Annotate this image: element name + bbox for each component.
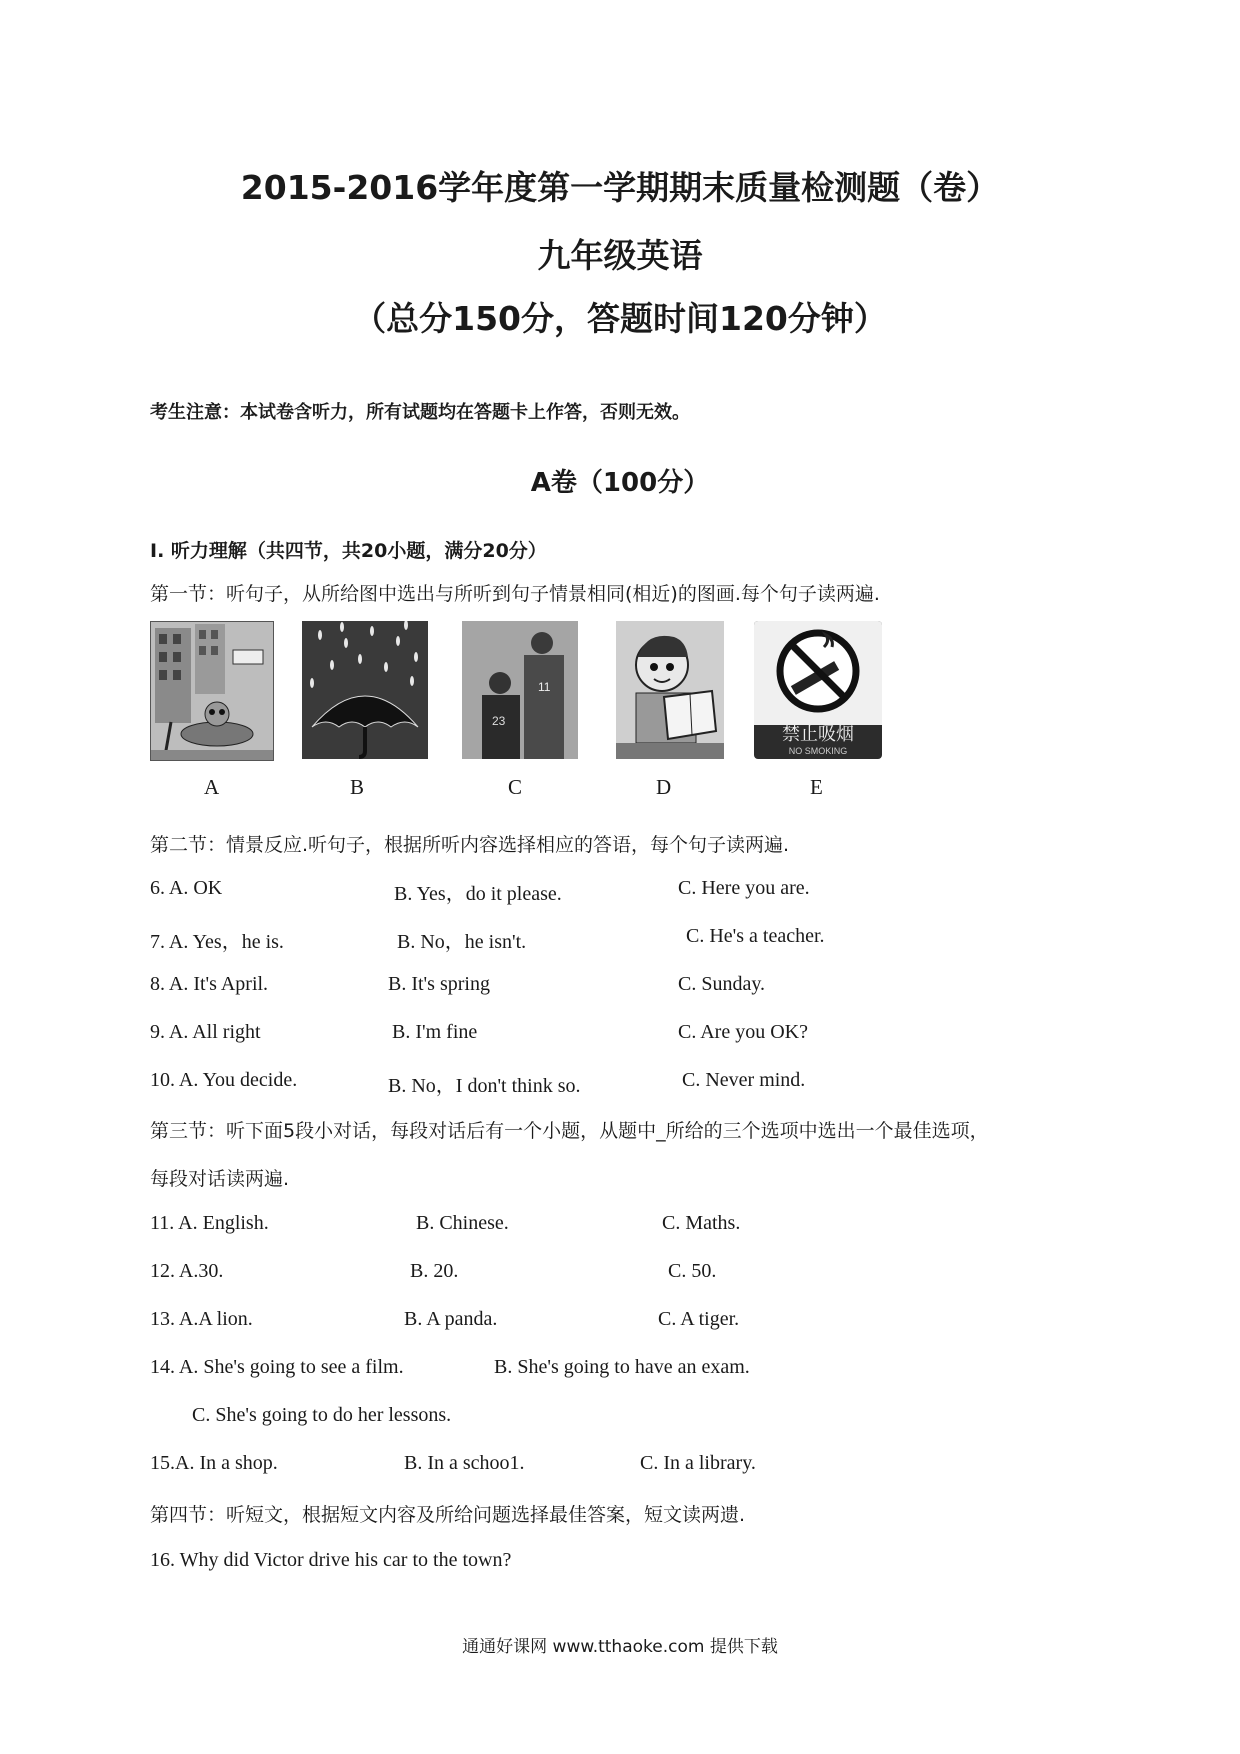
- s2-instruction: 第二节：情景反应.听句子，根据所听内容选择相应的答语，每个句子读两遍.: [150, 834, 790, 856]
- q12-option-b: B. 20.: [410, 1260, 459, 1282]
- q13-option-b: B. A panda.: [404, 1308, 498, 1330]
- q7-option-a: 7. A. Yes，he is.: [150, 931, 284, 953]
- q9-option-c: C. Are you OK?: [678, 1021, 808, 1043]
- q8-option-b: B. It's spring: [388, 973, 490, 995]
- q10-option-a: 10. A. You decide.: [150, 1069, 298, 1091]
- q9-option-b: B. I'm fine: [392, 1021, 478, 1043]
- picture-label-c: C: [508, 775, 523, 799]
- q6-option-c: C. Here you are.: [678, 877, 810, 899]
- q10-option-c: C. Never mind.: [682, 1069, 806, 1091]
- q8-option-a: 8. A. It's April.: [150, 973, 269, 995]
- q14-option-c: C. She's going to do her lessons.: [192, 1404, 452, 1426]
- q10-option-b: B. No，I don't think so.: [388, 1075, 581, 1097]
- picture-label-e: E: [810, 775, 823, 799]
- svg-text:11: 11: [538, 680, 551, 694]
- q11-option-c: C. Maths.: [662, 1212, 741, 1234]
- q12-option-c: C. 50.: [668, 1260, 717, 1282]
- q6-option-b: B. Yes，do it please.: [394, 883, 562, 905]
- q12-option-a: 12. A.30.: [150, 1260, 224, 1282]
- q16-question: 16. Why did Victor drive his car to the town?: [150, 1549, 512, 1571]
- q9-option-a: 9. A. All right: [150, 1021, 261, 1043]
- exam-subtitle: 九年级英语: [537, 236, 703, 275]
- q11-option-b: B. Chinese.: [416, 1212, 509, 1234]
- q8-option-c: C. Sunday.: [678, 973, 766, 995]
- picture-label-b: B: [350, 775, 365, 799]
- q7-option-c: C. He's a teacher.: [686, 925, 825, 947]
- picture-label-d: D: [656, 775, 672, 799]
- s3-instruction-line1: 第三节：听下面5段小对话，每段对话后有一个小题，从题中_所给的三个选项中选出一个最佳选项，: [150, 1120, 989, 1142]
- exam-title: 2015-2016学年度第一学期期末质量检测题（卷）: [240, 168, 1000, 207]
- q14-option-a: 14. A. She's going to see a film.: [150, 1356, 404, 1378]
- s4-instruction: 第四节：听短文，根据短文内容及所给问题选择最佳答案，短文读两遗.: [150, 1504, 746, 1526]
- q15-option-a: 15.A. In a shop.: [150, 1452, 278, 1474]
- umbrella-rain-image: [302, 621, 428, 759]
- q7-option-b: B. No，he isn't.: [397, 931, 527, 953]
- part1-heading: Ⅰ. 听力理解（共四节，共20小题，满分20分）: [150, 540, 547, 562]
- q6-option-a: 6. A. OK: [150, 877, 223, 899]
- q15-option-c: C. In a library.: [640, 1452, 756, 1474]
- score-time-note: （总分150分，答题时间120分钟）: [353, 299, 887, 338]
- picture-label-a: A: [204, 775, 220, 799]
- q13-option-c: C. A tiger.: [658, 1308, 740, 1330]
- svg-text:23: 23: [492, 714, 506, 728]
- q11-option-a: 11. A. English.: [150, 1212, 269, 1234]
- no-smoking-sign-image: [754, 621, 882, 759]
- alien-street-scene-image: [150, 621, 274, 761]
- q14-option-b: B. She's going to have an exam.: [494, 1356, 750, 1378]
- q15-option-b: B. In a schoo1.: [404, 1452, 525, 1474]
- s3-instruction-line2: 每段对话读两遍.: [150, 1168, 290, 1190]
- s1-instruction: 第一节：听句子，从所给图中选出与所听到句子情景相同(相近)的图画.每个句子读两遍.: [150, 583, 880, 605]
- sign-text-en: NO SMOKING: [788, 746, 848, 756]
- page-footer: 通通好课网 www.tthaoke.com 提供下载: [462, 1637, 778, 1657]
- boy-reading-book-image: [616, 621, 724, 759]
- section-a-heading: A卷（100分）: [530, 468, 710, 498]
- basketball-players-image: [462, 621, 578, 759]
- q13-option-a: 13. A.A lion.: [150, 1308, 253, 1330]
- sign-text-cn: 禁止吸烟: [782, 724, 854, 745]
- exam-notice: 考生注意：本试卷含听力，所有试题均在答题卡上作答，否则无效。: [150, 402, 690, 423]
